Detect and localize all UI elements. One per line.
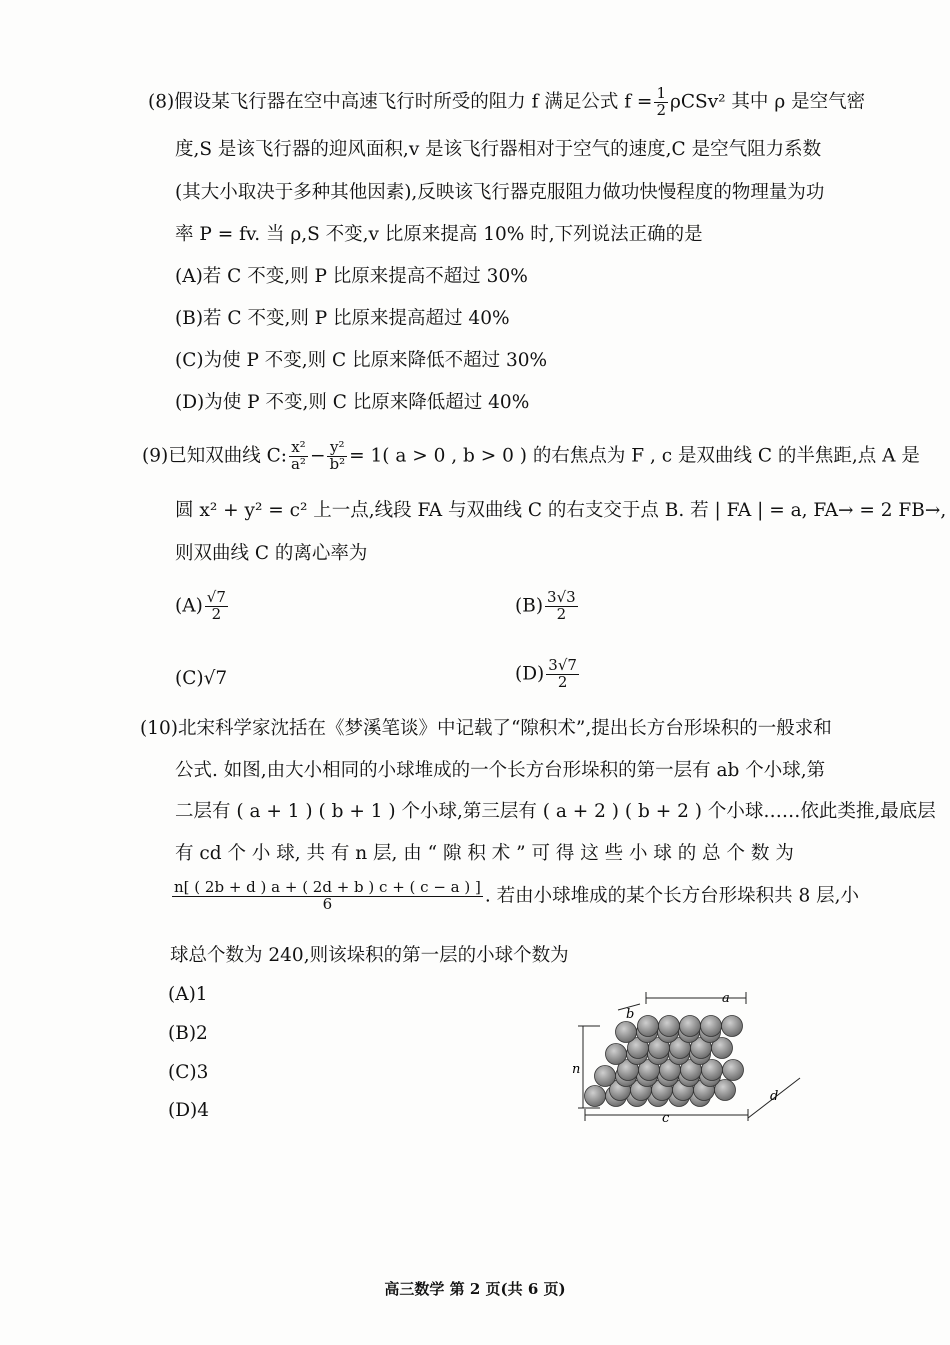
dim-label-b: b bbox=[626, 1007, 635, 1022]
q9-line-1 bbox=[142, 440, 920, 473]
q9-option-d-fraction: $\frac{3√7}{2}$ bbox=[548, 656, 577, 691]
q10-line-6: 球总个数为 240,则该垛积的第一层的小球个数为 bbox=[170, 945, 569, 966]
ball bbox=[701, 1016, 722, 1037]
q8-line-1 bbox=[148, 86, 865, 119]
q10-line-4: 有 cd 个 小 球, 共 有 n 层, 由 “ 隙 积 术 ” 可 得 这 些 小 球 的 总 个 数 为 bbox=[175, 843, 794, 864]
dim-label-n: n bbox=[572, 1062, 581, 1077]
ball-rows bbox=[585, 1016, 744, 1107]
q10-text-5b: . 若由小球堆成的某个长方台形垛积共 8 层,小 bbox=[484, 885, 860, 907]
q8-line-2: 度,S 是该飞行器的迎风面积,v 是该飞行器相对于空气的速度,C 是空气阻力系数 bbox=[175, 139, 822, 160]
dim-label-a: a bbox=[722, 991, 730, 1006]
q10-option-d: (D)4 bbox=[168, 1100, 210, 1121]
ball bbox=[585, 1086, 606, 1107]
q8-fraction: $\frac{1}{2}$ bbox=[656, 84, 666, 119]
q10-line-3: 二层有 ( a + 1 ) ( b + 1 ) 个小球,第三层有 ( a + 2 ) ( b + 2 ) 个小球……依此类推,最底层 bbox=[175, 801, 936, 822]
q10-option-a: (A)1 bbox=[168, 984, 208, 1005]
q10-line-5 bbox=[170, 880, 859, 913]
q9-option-a: (A) $\frac{√7}{2}$ bbox=[175, 588, 226, 623]
page-footer: 高三数学 第 2 页(共 6 页) bbox=[384, 1280, 566, 1298]
q9-option-d: (D) $\frac{3√7}{2}$ bbox=[515, 656, 577, 691]
ball bbox=[616, 1022, 637, 1043]
q8-text-1b: ρCSv² 其中 ρ 是空气密 bbox=[669, 91, 866, 113]
ball bbox=[722, 1016, 743, 1037]
q8-text-1a: (8)假设某飞行器在空中高速飞行时所受的阻力 f 满足公式 f = bbox=[148, 91, 653, 113]
ball bbox=[723, 1060, 744, 1081]
q10-line-1: (10)北宋科学家沈括在《梦溪笔谈》中记载了“隙积术”,提出长方台形垛积的一般求和 bbox=[140, 718, 832, 739]
q9-option-b: (B) $\frac{3√3}{2}$ bbox=[515, 588, 576, 623]
q9-option-a-fraction: $\frac{√7}{2}$ bbox=[206, 588, 226, 623]
q9-option-b-fraction: $\frac{3√3}{2}$ bbox=[547, 588, 576, 623]
q10-option-b: (B)2 bbox=[168, 1023, 208, 1044]
q8-line-3: (其大小取决于多种其他因素),反映该飞行器克服阻力做功快慢程度的物理量为功 bbox=[175, 182, 825, 203]
q9-line-2: 圆 x² + y² = c² 上一点,线段 FA 与双曲线 C 的右支交于点 B. 若 | FA | = a, FA→ = 2 FB→, bbox=[175, 500, 947, 521]
q8-option-b: (B)若 C 不变,则 P 比原来提高超过 40% bbox=[175, 308, 510, 329]
q9-option-c: (C)√7 bbox=[175, 668, 228, 689]
q9-line-3: 则双曲线 C 的离心率为 bbox=[175, 543, 368, 564]
q9-minus: − bbox=[309, 445, 326, 467]
q8-option-a: (A)若 C 不变,则 P 比原来提高不超过 30% bbox=[175, 266, 528, 287]
q9-fraction-y: $\frac{\text{y²}}{\text{b²}}$ bbox=[329, 438, 346, 473]
ball bbox=[595, 1066, 616, 1087]
q9-text-1a: (9)已知双曲线 C: bbox=[142, 445, 287, 467]
q10-option-c: (C)3 bbox=[168, 1062, 209, 1083]
q8-option-d: (D)为使 P 不变,则 C 比原来降低超过 40% bbox=[175, 392, 530, 413]
ball-stack-figure bbox=[570, 988, 810, 1128]
q9-text-1b: = 1( a > 0 , b > 0 ) 的右焦点为 F , c 是双曲线 C 的半焦距,点 A 是 bbox=[349, 445, 920, 467]
dim-label-d: d bbox=[770, 1089, 779, 1104]
ball bbox=[638, 1016, 659, 1037]
ball bbox=[606, 1044, 627, 1065]
q8-option-c: (C)为使 P 不变,则 C 比原来降低不超过 30% bbox=[175, 350, 548, 371]
q8-line-4: 率 P = fv. 当 ρ,S 不变,v 比原来提高 10% 时,下列说法正确的是 bbox=[175, 224, 703, 245]
dim-label-c: c bbox=[662, 1111, 670, 1126]
ball bbox=[659, 1016, 680, 1037]
q9-fraction-x: $\frac{\text{x²}}{\text{a²}}$ bbox=[290, 438, 306, 473]
ball bbox=[680, 1016, 701, 1037]
q10-sum-fraction: $\frac{n[ ( 2b + d ) a + ( 2d + b ) c + ( c - a ) ]}{6}$ bbox=[174, 878, 481, 913]
q10-line-2: 公式. 如图,由大小相同的小球堆成的一个长方台形垛积的第一层有 ab 个小球,第 bbox=[175, 760, 826, 781]
